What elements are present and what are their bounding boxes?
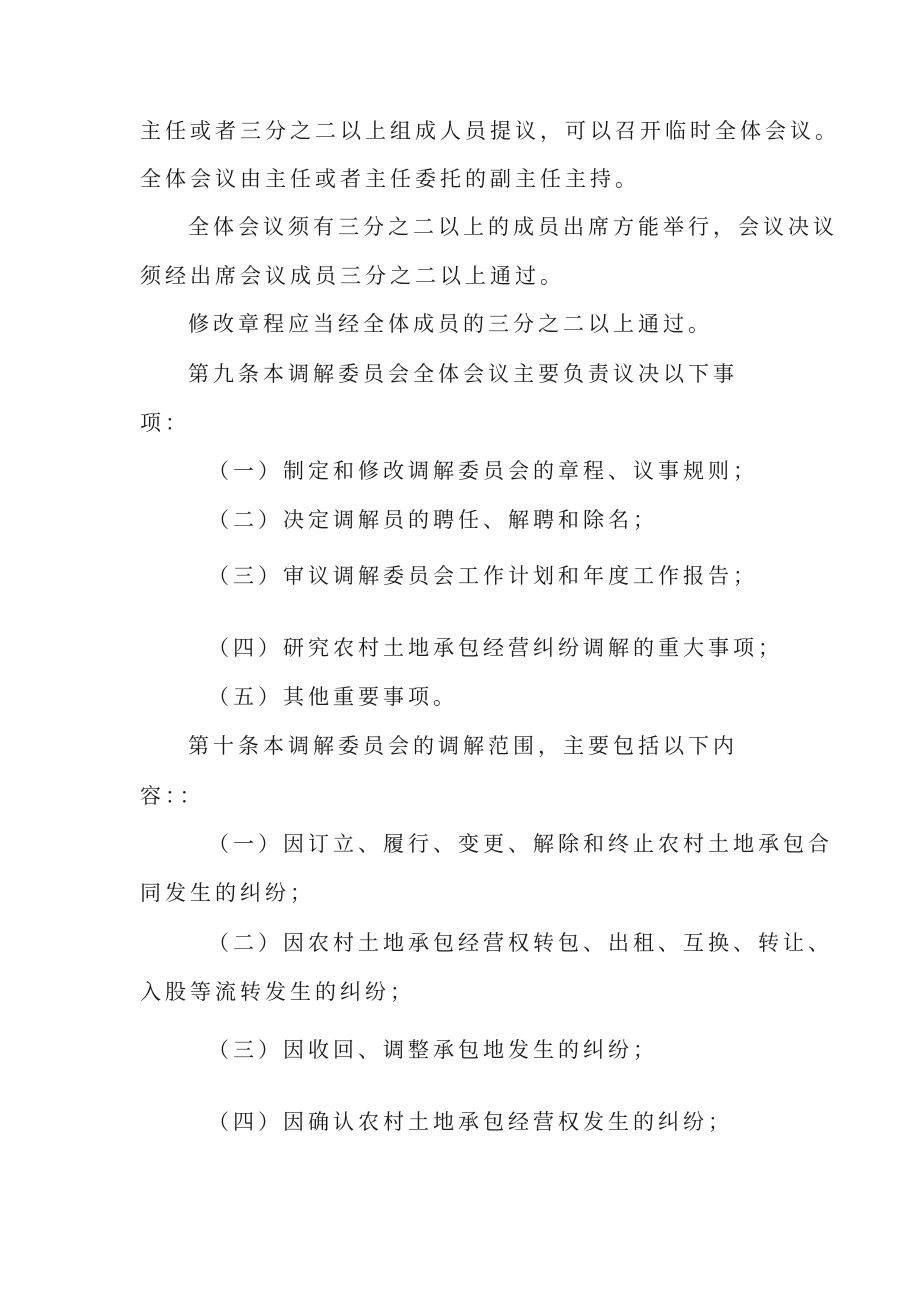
text-line: 入股等流转发生的纠纷；: [140, 980, 415, 1004]
article-heading: 第九条本调解委员会全体会议主要负责议决以下事: [188, 362, 738, 386]
list-item: （二）决定调解员的聘任、解聘和除名；: [208, 508, 658, 532]
text-line: 容：：: [140, 784, 205, 808]
text-line: 全体会议由主任或者主任委托的副主任主持。: [140, 167, 640, 191]
list-item: （五）其他重要事项。: [208, 685, 458, 709]
list-item: （二）因农村土地承包经营权转包、出租、互换、转让、: [208, 931, 833, 955]
text-line: 修改章程应当经全体成员的三分之二以上通过。: [188, 312, 713, 336]
text-line: 须经出席会议成员三分之二以上通过。: [140, 264, 565, 288]
list-item: （一）因订立、履行、变更、解除和终止农村土地承包合: [208, 832, 833, 856]
article-heading: 第十条本调解委员会的调解范围，主要包括以下内: [188, 734, 738, 758]
list-item: （三）因收回、调整承包地发生的纠纷；: [208, 1038, 658, 1062]
text-line: 主任或者三分之二以上组成人员提议，可以召开临时全体会议。: [140, 119, 840, 143]
list-item: （三）审议调解委员会工作计划和年度工作报告；: [208, 564, 758, 588]
list-item: （四）因确认农村土地承包经营权发生的纠纷；: [208, 1110, 733, 1134]
text-line: 项：: [140, 411, 190, 435]
list-item: （一）制定和修改调解委员会的章程、议事规则；: [208, 459, 758, 483]
text-line: 同发生的纠纷；: [140, 881, 315, 905]
list-item: （四）研究农村土地承包经营纠纷调解的重大事项；: [208, 636, 783, 660]
text-line: 全体会议须有三分之二以上的成员出席方能举行，会议决议: [188, 215, 838, 239]
